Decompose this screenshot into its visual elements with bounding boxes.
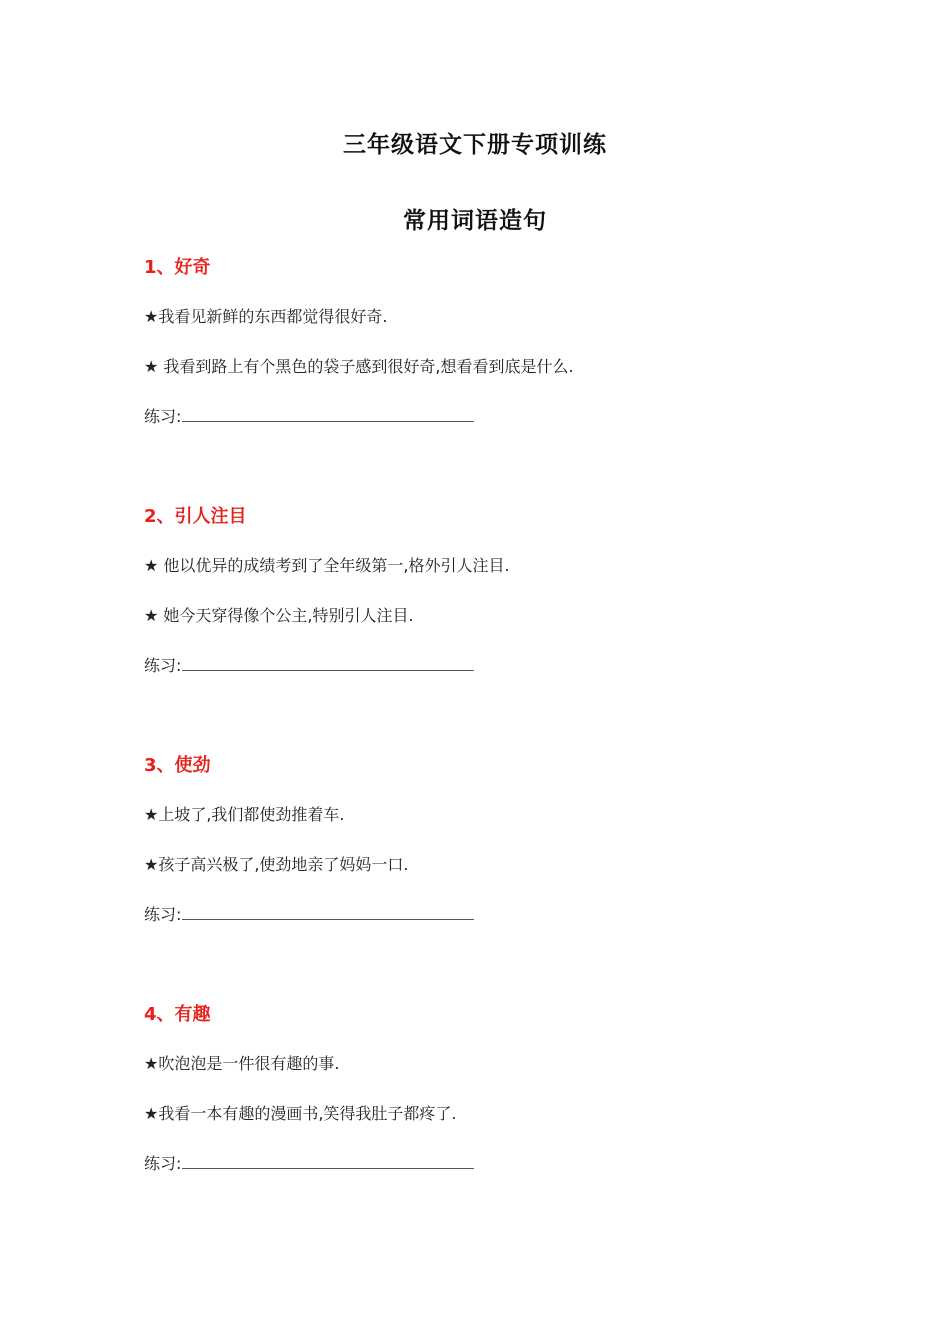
section-heading: 4、有趣 (144, 1004, 211, 1025)
example-sentence: ★ 我看到路上有个黑色的袋子感到很好奇,想看看到底是什么. (144, 357, 574, 376)
example-sentence: ★ 她今天穿得像个公主,特别引人注目. (144, 606, 414, 625)
section-3 (144, 754, 844, 924)
example-sentence: ★ 他以优异的成绩考到了全年级第一,格外引人注目. (144, 556, 510, 575)
example-sentence: ★我看见新鲜的东西都觉得很好奇. (144, 307, 388, 326)
practice-label: 练习: (144, 905, 182, 924)
practice-blank[interactable] (182, 655, 474, 671)
section-heading: 3、使劲 (144, 755, 211, 776)
document-title: 三年级语文下册专项训练 (343, 132, 607, 158)
example-sentence: ★孩子高兴极了,使劲地亲了妈妈一口. (144, 855, 409, 874)
section-heading: 1、好奇 (144, 257, 211, 278)
example-sentence: ★上坡了,我们都使劲推着车. (144, 805, 345, 824)
section-2 (144, 505, 844, 675)
practice-label: 练习: (144, 656, 182, 675)
section-1 (144, 256, 844, 426)
practice-line (144, 904, 474, 926)
section-4 (144, 1003, 844, 1173)
practice-line (144, 655, 474, 677)
example-sentence: ★我看一本有趣的漫画书,笑得我肚子都疼了. (144, 1104, 457, 1123)
section-heading: 2、引人注目 (144, 506, 247, 527)
example-sentence: ★吹泡泡是一件很有趣的事. (144, 1054, 340, 1073)
practice-line (144, 406, 474, 428)
practice-label: 练习: (144, 1154, 182, 1173)
practice-blank[interactable] (182, 406, 474, 422)
practice-line (144, 1153, 474, 1175)
practice-blank[interactable] (182, 904, 474, 920)
practice-label: 练习: (144, 407, 182, 426)
document-subtitle: 常用词语造句 (403, 208, 547, 234)
practice-blank[interactable] (182, 1153, 474, 1169)
